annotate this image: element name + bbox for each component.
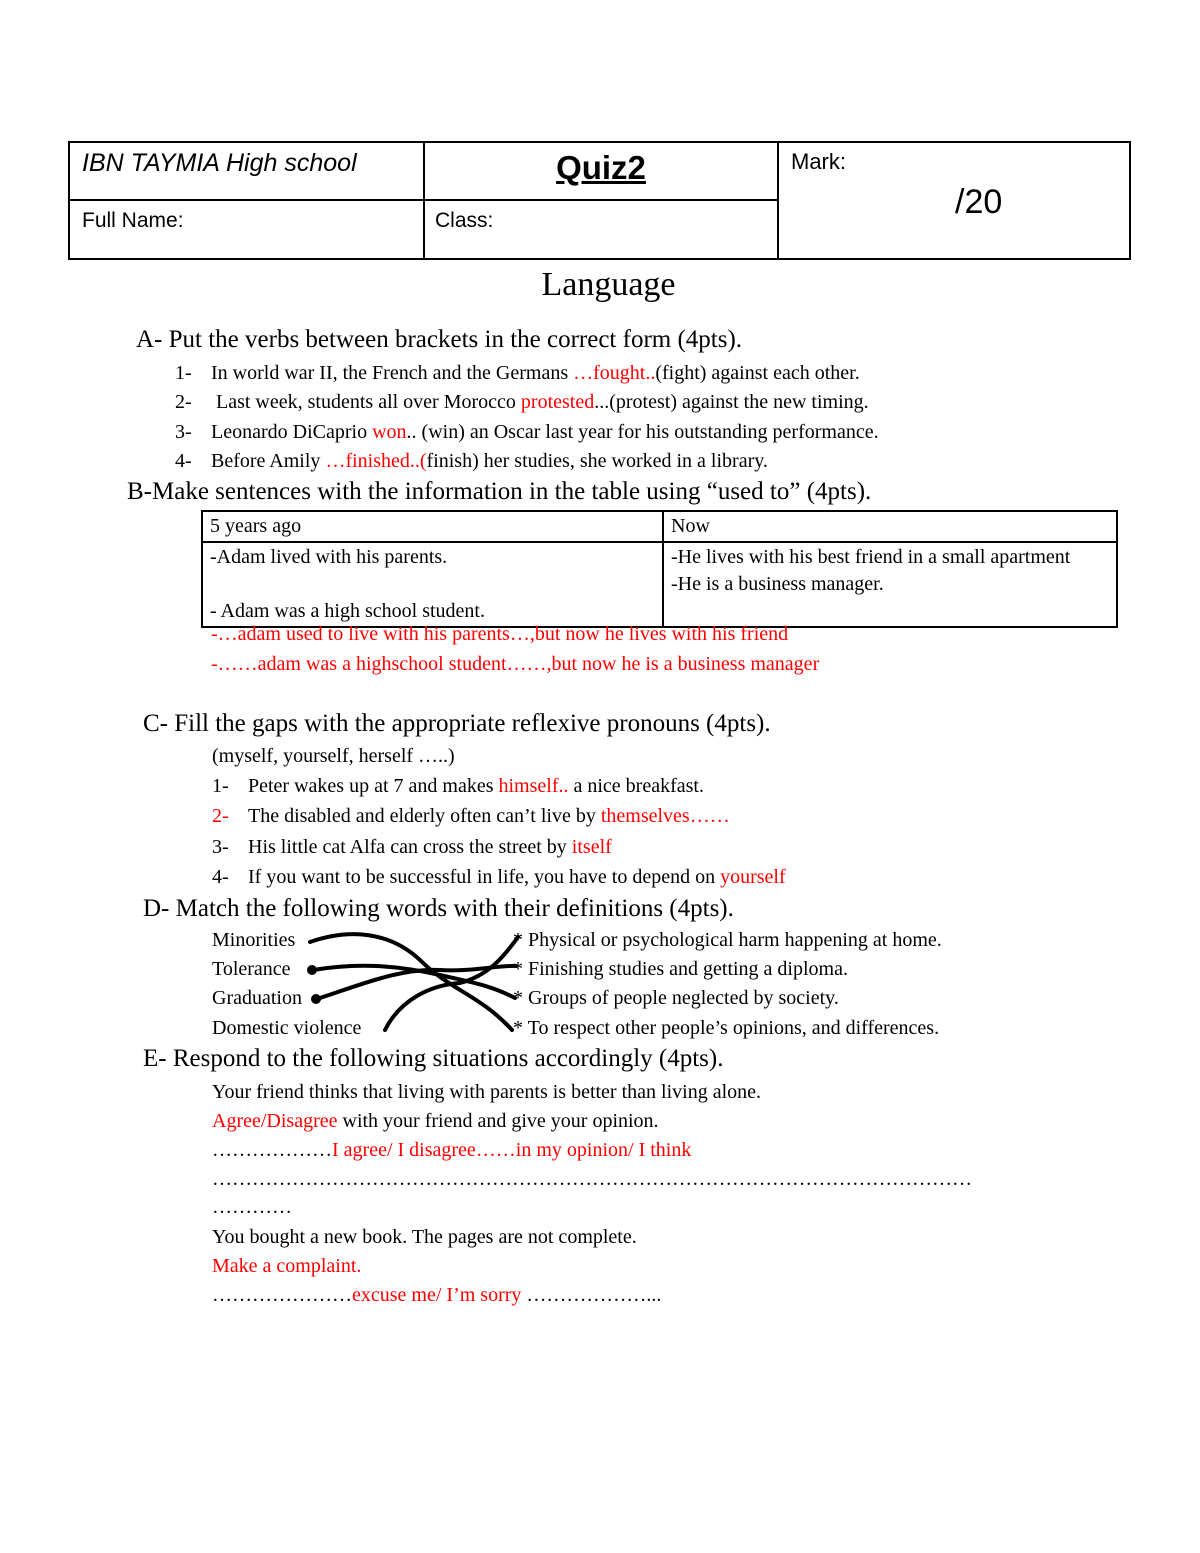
item-text: finish) her studies, she worked in a library. bbox=[426, 450, 768, 472]
match-definition: * Physical or psychological harm happening at home. bbox=[513, 929, 942, 951]
item-answer: themselves…… bbox=[600, 805, 730, 827]
section-a-item bbox=[175, 391, 869, 414]
match-line bbox=[310, 934, 512, 1030]
item-text: Leonardo DiCaprio bbox=[211, 421, 373, 443]
mark-cell bbox=[779, 143, 1129, 258]
answer-2 bbox=[212, 1284, 661, 1307]
quiz-title: Quiz2 bbox=[556, 149, 646, 186]
match-line bbox=[313, 966, 515, 998]
table-cell-past bbox=[202, 542, 663, 627]
answer-dots-line: ………… bbox=[212, 1196, 292, 1218]
answer-1 bbox=[212, 1139, 691, 1162]
table-header-past: 5 years ago bbox=[202, 511, 663, 542]
item-answer: …finished..( bbox=[325, 450, 427, 472]
answer-dots: ………………… bbox=[212, 1284, 352, 1306]
situation-1: Your friend thinks that living with parents is better than living alone. bbox=[212, 1081, 762, 1103]
section-a-heading: A- Put the verbs between brackets in the correct form (4pts). bbox=[136, 326, 743, 353]
school-cell bbox=[70, 143, 425, 201]
item-text: ...(protest) against the new timing. bbox=[594, 391, 869, 413]
match-definition: * Groups of people neglected by society. bbox=[513, 987, 839, 1009]
section-c-heading: C- Fill the gaps with the appropriate reflexive pronouns (4pts). bbox=[143, 710, 771, 737]
section-c-item bbox=[212, 836, 612, 859]
section-c-item bbox=[212, 805, 730, 828]
item-text: Before Amily bbox=[211, 450, 326, 472]
item-text: His little cat Alfa can cross the street by bbox=[248, 836, 572, 858]
table-cell-text: - Adam was a high school student. bbox=[210, 600, 485, 622]
item-text: The disabled and elderly often can’t live by bbox=[248, 805, 601, 827]
mark-total: /20 bbox=[955, 183, 1003, 221]
item-answer: himself.. bbox=[498, 775, 569, 797]
full-name-label: Full Name: bbox=[82, 209, 184, 232]
match-word: Tolerance bbox=[212, 958, 291, 980]
match-word: Graduation bbox=[212, 987, 302, 1009]
item-text: Peter wakes up at 7 and makes bbox=[248, 775, 499, 797]
mark-label: Mark: bbox=[791, 149, 846, 174]
section-b-heading: B-Make sentences with the information in the table using “used to” (4pts). bbox=[127, 478, 872, 505]
item-number: 4- bbox=[175, 450, 192, 472]
match-line bbox=[317, 966, 516, 999]
section-b-answer: -…adam used to live with his parents…,but now he lives with his friend bbox=[211, 623, 789, 645]
task-2: Make a complaint. bbox=[212, 1255, 362, 1277]
section-c-item bbox=[212, 775, 704, 798]
section-c-item bbox=[212, 866, 786, 889]
table-cell-text: -Adam lived with his parents. bbox=[210, 546, 448, 568]
class-cell bbox=[425, 201, 779, 258]
item-number: 2- bbox=[212, 805, 229, 827]
item-number: 3- bbox=[175, 421, 192, 443]
section-b-answer: -……adam was a highschool student……,but now he is a business manager bbox=[211, 653, 820, 675]
section-c-hint: (myself, yourself, herself …..) bbox=[212, 745, 455, 767]
item-number: 1- bbox=[212, 775, 229, 797]
item-text: (fight) against each other. bbox=[655, 362, 860, 384]
match-word: Minorities bbox=[212, 929, 296, 951]
school-name: IBN TAYMIA High school bbox=[82, 149, 357, 177]
match-dot bbox=[309, 967, 315, 973]
item-number: 1- bbox=[175, 362, 192, 384]
item-text: a nice breakfast. bbox=[568, 775, 704, 797]
table-cell-text: -He lives with his best friend in a small apartment bbox=[671, 546, 1071, 568]
section-a-item bbox=[175, 421, 879, 444]
item-answer: …fought.. bbox=[573, 362, 656, 384]
item-answer: itself bbox=[571, 836, 612, 858]
match-definition: * Finishing studies and getting a diploma. bbox=[513, 958, 848, 980]
table-cell-text: -He is a business manager. bbox=[671, 573, 884, 595]
item-text: In world war II, the French and the Germans bbox=[211, 362, 574, 384]
answer-dots: ……………… bbox=[212, 1139, 332, 1161]
match-dot bbox=[313, 996, 319, 1002]
section-a-item bbox=[175, 450, 768, 473]
item-answer: yourself bbox=[720, 866, 786, 888]
answer-dots-line: …………………………………………………………………………………………………… bbox=[212, 1168, 972, 1190]
quiz-cell bbox=[425, 143, 779, 201]
table-cell-now bbox=[663, 542, 1117, 627]
name-cell bbox=[70, 201, 425, 258]
item-number: 3- bbox=[212, 836, 229, 858]
item-text: If you want to be successful in life, you have to depend on bbox=[248, 866, 721, 888]
item-answer: protested bbox=[520, 391, 595, 413]
section-a-item bbox=[175, 362, 860, 385]
match-line bbox=[385, 937, 518, 1030]
item-answer: won bbox=[372, 421, 407, 443]
item-text: Last week, students all over Morocco bbox=[211, 391, 521, 413]
match-definition: * To respect other people’s opinions, and differences. bbox=[513, 1017, 940, 1039]
section-d-heading: D- Match the following words with their definitions (4pts). bbox=[143, 895, 734, 922]
item-number: 2- bbox=[175, 391, 192, 413]
used-to-table bbox=[201, 510, 1118, 628]
answer-2-text: excuse me/ I’m sorry bbox=[352, 1284, 527, 1306]
page-title: Language bbox=[541, 266, 676, 303]
item-text: .. (win) an Oscar last year for his outstanding performance. bbox=[406, 421, 879, 443]
item-number: 4- bbox=[212, 866, 229, 888]
task-1-choice: Agree/Disagree bbox=[212, 1110, 338, 1132]
answer-1-text: I agree/ I disagree……in my opinion/ I think bbox=[332, 1139, 692, 1161]
class-label: Class: bbox=[435, 209, 494, 232]
situation-2: You bought a new book. The pages are not complete. bbox=[212, 1226, 637, 1248]
quiz-header-table bbox=[68, 141, 1131, 260]
task-1 bbox=[212, 1110, 659, 1133]
match-word: Domestic violence bbox=[212, 1017, 362, 1039]
task-1-rest: with your friend and give your opinion. bbox=[337, 1110, 659, 1132]
section-e-heading: E- Respond to the following situations accordingly (4pts). bbox=[143, 1045, 724, 1072]
answer-dots: ………………... bbox=[526, 1284, 662, 1306]
table-header-now: Now bbox=[663, 511, 1117, 542]
